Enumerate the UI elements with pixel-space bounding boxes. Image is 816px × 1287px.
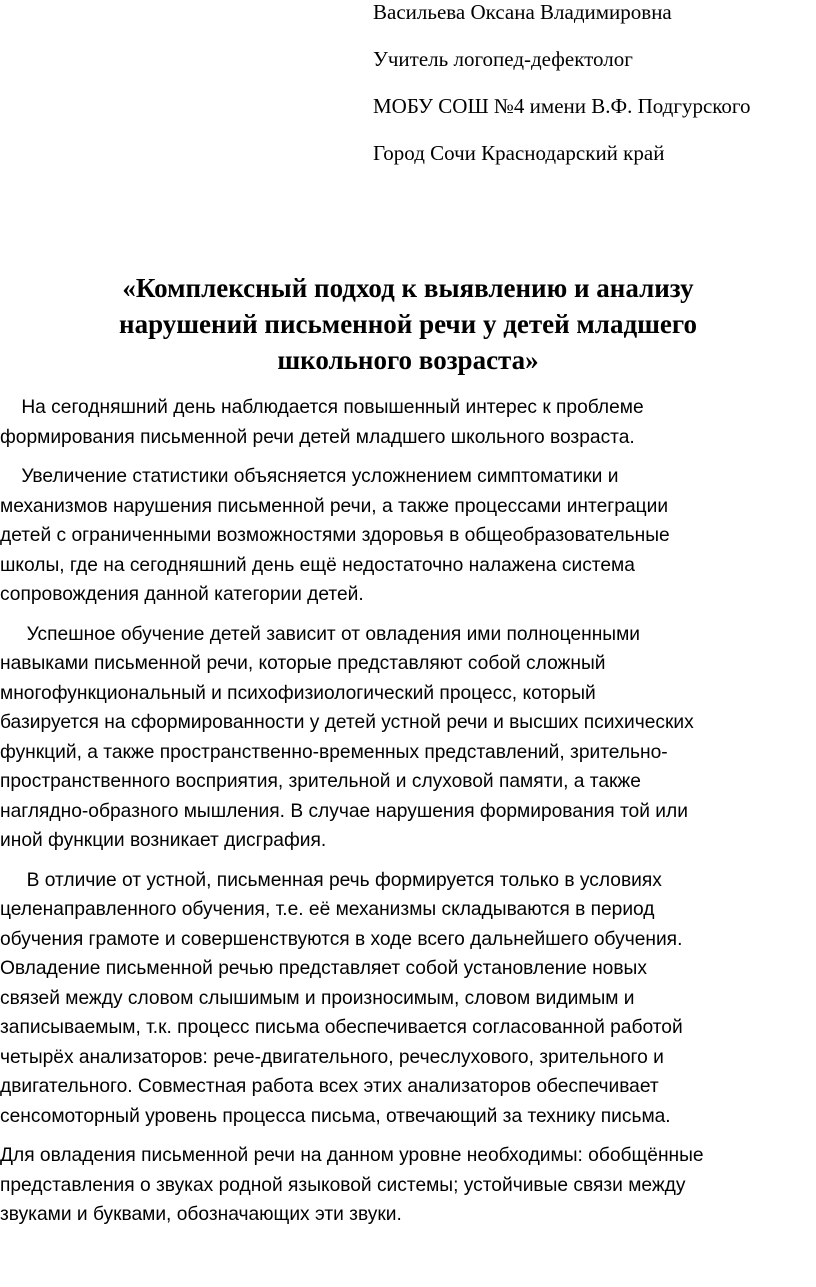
paragraph-line: целенаправленного обучения, т.е. её механизмы складываются в период: [0, 899, 655, 920]
paragraph-line: Увеличение статистики объясняется усложнением симптоматики и: [0, 466, 619, 487]
paragraph-line: формирования письменной речи детей младшего школьного возраста.: [0, 426, 635, 448]
paragraph-line: В отличие от устной, письменная речь формируется только в условиях: [0, 869, 662, 891]
paragraph-line: двигательного. Совместная работа всех этих анализаторов обеспечивает: [0, 1076, 659, 1097]
author-position: Учитель логопед-дефектолог: [373, 47, 633, 71]
paragraph-line: связей между словом слышимым и произносимым, словом видимым и: [0, 987, 635, 1009]
paragraph-line: четырёх анализаторов: рече-двигательного, речеслухового, зрительного и: [0, 1046, 664, 1068]
title-line: нарушений письменной речи у детей младшего: [119, 309, 697, 339]
document-title: [20, 270, 796, 378]
paragraph-line: представления о звуках родной языковой системы; устойчивые связи между: [0, 1174, 686, 1196]
paragraph-line: записываемым, т.к. процесс письма обеспечивается согласованной работой: [0, 1017, 683, 1038]
paragraph-line: школы, где на сегодняшний день ещё недостаточно налажена система: [0, 554, 635, 576]
paragraph-line: На сегодняшний день наблюдается повышенный интерес к проблеме: [0, 397, 644, 418]
paragraph-line: детей с ограниченными возможностями здоровья в общеобразовательные: [0, 525, 670, 546]
title-line: школьного возраста»: [277, 345, 539, 375]
paragraph-line: базируется на сформированности у детей устной речи и высших психических: [0, 712, 694, 733]
paragraph-line: звуками и буквами, обозначающих эти звуки.: [0, 1204, 402, 1225]
paragraph-line: механизмов нарушения письменной речи, а также процессами интеграции: [0, 495, 669, 517]
paragraph-line: Успешное обучение детей зависит от овладения ими полноценными: [0, 623, 640, 645]
paragraph-line: Для овладения письменной речи на данном уровне необходимы: обобщённые: [0, 1145, 704, 1166]
author-school: МОБУ СОШ №4 имени В.Ф. Подгурского: [373, 94, 751, 118]
paragraph-learning: [0, 620, 816, 856]
paragraph-line: пространственного восприятия, зрительной и слуховой памяти, а также: [0, 771, 641, 792]
title-line: «Комплексный подход к выявлению и анализу: [122, 273, 694, 303]
paragraph-line: Овладение письменной речью представляет собой установление новых: [0, 958, 647, 979]
paragraph-line: иной функции возникает дисграфия.: [0, 830, 327, 851]
paragraph-intro: [0, 393, 816, 452]
document-body: [0, 393, 816, 1240]
paragraph-line: сенсомоторный уровень процесса письма, отвечающий за технику письма.: [0, 1105, 671, 1127]
paragraph-written-speech: [0, 866, 816, 1132]
paragraph-line: функций, а также пространственно-временных представлений, зрительно-: [0, 741, 668, 763]
paragraph-statistics: [0, 462, 816, 610]
paragraph-line: обучения грамоте и совершенствуются в ходе всего дальнейшего обучения.: [0, 928, 683, 950]
paragraph-line: наглядно-образного мышления. В случае нарушения формирования той или: [0, 800, 688, 822]
paragraph-requirements: [0, 1141, 816, 1230]
paragraph-line: многофункциональный и психофизиологический процесс, который: [0, 682, 596, 704]
paragraph-line: сопровождения данной категории детей.: [0, 584, 364, 605]
paragraph-line: навыками письменной речи, которые представляют собой сложный: [0, 653, 606, 674]
author-name: Васильева Оксана Владимировна: [373, 0, 672, 24]
author-city: Город Сочи Краснодарский край: [373, 141, 665, 165]
author-block: [373, 0, 816, 188]
